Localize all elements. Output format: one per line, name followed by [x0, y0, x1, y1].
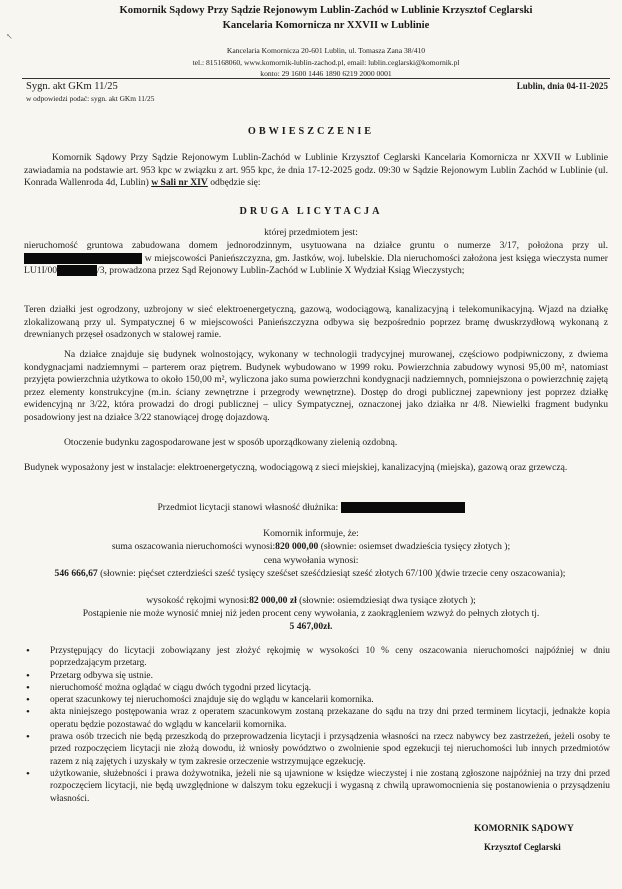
bail-line — [0, 595, 622, 606]
bail-words: (słownie: osiemdziesiąt dwa tysiące złotych ); — [299, 595, 476, 606]
header-divider — [22, 78, 610, 79]
intro-tail: odbędzie się: — [210, 177, 261, 189]
call-price-words: (słownie: pięćset czterdzieści sześć tysięcy sześćset sześćdziesiąt sześć złotych 67/100 )(dwie trzecie ceny oszacowania); — [100, 568, 566, 579]
bid-step-value: 5 467,00zł. — [289, 621, 333, 632]
letterhead-contact: tel.: 815168060, www.komornik-lublin-zachod.pl, email: lublin.ceglarski@komornik.pl — [192, 58, 460, 67]
auction-room: w Sali nr XIV — [151, 177, 208, 189]
intro-text: Komornik Sądowy Przy Sądzie Rejonowym Lublin-Zachód w Lublinie Krzysztof Ceglarski Kancelaria Komornicza nr XXVII w Lublinie zawiadamia na podstawie art. 953 kpc w związku z art. 955 kpc, że dnia 17-12-2025 godz. 09:30 w Sądzie Rejonowym Lublin Zachód w Lublinie (ul. Konrada Wallenroda 4d, Lublin) — [24, 152, 608, 189]
condition-item: • nieruchomość można oglądać w ciągu dwóch tygodni przed licytacją. — [22, 682, 610, 694]
valuation-sum-words: (słownie: osiemset dwadzieścia tysięcy złotych ); — [320, 541, 511, 552]
subject-intro: której przedmiotem jest: — [264, 227, 358, 238]
document-title: OBWIESZCZENIE — [247, 126, 375, 137]
surroundings-description: Otoczenie budynku zagospodarowane jest w sposób uporządkowany zielenią ozdobną. — [64, 437, 398, 448]
property-text-1: nieruchomość gruntowa zabudowana domem jednorodzinnym, usytuowana na działce gruntu o numerze 3/17, położona przy ul. — [24, 240, 608, 251]
reply-reference: w odpowiedzi podać: sygn. akt GKm 11/25 — [26, 94, 155, 103]
corner-mark: ↖ — [6, 32, 13, 41]
valuation-sum-line — [0, 541, 622, 552]
letterhead-bailiff-name: Komornik Sądowy Przy Sądzie Rejonowym Lublin-Zachód w Lublinie Krzysztof Ceglarski — [119, 5, 533, 16]
call-price-label: cena wywołania wynosi: — [263, 555, 359, 566]
redacted-debtor-name — [341, 502, 465, 513]
condition-item: • użytkowanie, służebności i prawa dożywotnika, jeżeli nie są ujawnione w księdze wieczystej i nie zostaną zgłoszone najpóźniej na trzy dni przed rozpoczęciem licytacji, nie będą uwzględnione w dalszym toku egzekucji i wygasną z chwilą uprawomocnienia się postanowienia o przysądzeniu własności. — [22, 768, 610, 805]
land-description: Teren działki jest ogrodzony, uzbrojony w sieć elektroenergetyczną, gazową, wodociągową, kanalizacyjną i telekomunikacyjną. Wjazd na działkę zlokalizowaną przy ul. Sympatycznej 6 w miejscowości Panieńszczyzna odbywa się bezpośrednio poprzez bramę dwuskrzydłową wykonaną z drewnianych przęseł osadzonych w stalowej ramie. — [24, 304, 608, 341]
property-text-2: w miejscowości Panieńszczyzna, gm. Jastków, woj. lubelskie. Dla nieruchomości założona jest księga wieczysta numer LU1I/00 — [24, 252, 608, 277]
signature-name: Krzysztof Ceglarski — [484, 842, 561, 852]
property-text-3: /3, prowadzona przez Sąd Rejonowy Lublin-Zachód w Lublinie X Wydział Ksiąg Wieczystych; — [97, 265, 465, 277]
redacted-street — [24, 253, 142, 264]
auction-type-heading: DRUGA LICYTACJA — [239, 206, 383, 217]
bail-label: wysokość rękojmi wynosi: — [146, 595, 250, 606]
valuation-sum-value: 820 000,00 — [275, 541, 319, 552]
installations-description: Budynek wyposażony jest w instalacje: elektroenergetyczną, wodociągową z sieci miejskiej, kanalizacyjną (miejska), gazową oraz grzewczą. — [24, 462, 568, 473]
owner-label: Przedmiot licytacji stanowi własność dłużnika: — [157, 502, 339, 513]
condition-item: • akta niniejszego postępowania wraz z operatem szacunkowym zostaną przekazane do sądu na trzy dni przed terminem licytacji, jednakże kopia operatu będzie pozostawać do wglądu w kancelarii komornika. — [22, 706, 610, 731]
conditions-list — [22, 645, 610, 805]
letterhead-office-name: Kancelaria Komornicza nr XXVII w Lublinie — [222, 20, 430, 31]
signature-title: KOMORNIK SĄDOWY — [474, 824, 574, 834]
condition-item: • operat szacunkowy tej nieruchomości znajduje się do wglądu w kancelarii komornika. — [22, 694, 610, 706]
letterhead-account: konto: 29 1600 1446 1890 6219 2000 0001 — [260, 69, 392, 78]
condition-item: • Przetarg odbywa się ustnie. — [22, 670, 610, 682]
valuation-sum-label: suma oszacowania nieruchomości wynosi: — [111, 541, 276, 552]
condition-item: • prawa osób trzecich nie będą przeszkodą do przeprowadzenia licytacji i przysądzenia własności na rzecz nabywcy bez zastrzeżeń, jeżeli osoby te przed rozpoczęciem licytacji nie złożą dowodu, iż wniosły powództwo o zwolnienie spod egzekucji tej nieruchomości lub innych przedmiotów razem z nią zajętych i uzyskały w tym zakresie orzeczenie wstrzymujące egzekucję. — [22, 731, 610, 768]
case-signature: Sygn. akt GKm 11/25 — [26, 81, 118, 92]
building-description: Na działce znajduje się budynek wolnostojący, wykonany w technologii tradycyjnej murowanej, częściowo podpiwniczony, z dwiema kondygnacjami nadziemnymi – parterem oraz piętrem. Budynek wybudowano w 1999 roku. Powierzchnia zabudowy wynosi 95,00 m², natomiast przyjęta powierzchnia użytkowa to około 150,00 m², wyliczona jako suma powierzchni kondygnacji nadziemnych, pomniejszona o powierzchnię zajętą przez elementy konstrukcyjne (m.in. ściany zewnętrzne i przegrody wewnętrzne). Dostęp do drogi publicznej zapewniony jest poprzez działkę ewidencyjną nr 3/22, która prowadzi do drogi publicznej – ulicy Sympatycznej, oznaczonej jako działka nr 4/8. Niewielki fragment budynku posadowiony jest na działce 3/22 stanowiącej drogę dojazdową. — [24, 349, 608, 423]
bailiff-informs: Komornik informuje, że: — [263, 528, 359, 539]
intro-paragraph — [24, 152, 608, 190]
letterhead-address: Kancelaria Komornicza 20-601 Lublin, ul. Tomasza Zana 38/410 — [226, 46, 426, 55]
redacted-register-number — [57, 265, 97, 276]
property-paragraph — [24, 240, 608, 278]
call-price-value: 546 666,67 — [54, 568, 98, 579]
owner-line — [0, 502, 622, 513]
bid-step-text: Postąpienie nie może wynosić mniej niż jeden procent ceny wywołania, z zaokrągleniem wzwyż do pełnych złotych tj. — [82, 608, 540, 619]
document-date: Lublin, dnia 04-11-2025 — [516, 81, 608, 91]
condition-item: • Przystępujący do licytacji zobowiązany jest złożyć rękojmię w wysokości 10 % ceny oszacowania nieruchomości najpóźniej w dniu poprzedzającym przetarg. — [22, 645, 610, 670]
call-price-line — [30, 568, 590, 581]
bail-value: 82 000,00 zł — [249, 595, 297, 606]
